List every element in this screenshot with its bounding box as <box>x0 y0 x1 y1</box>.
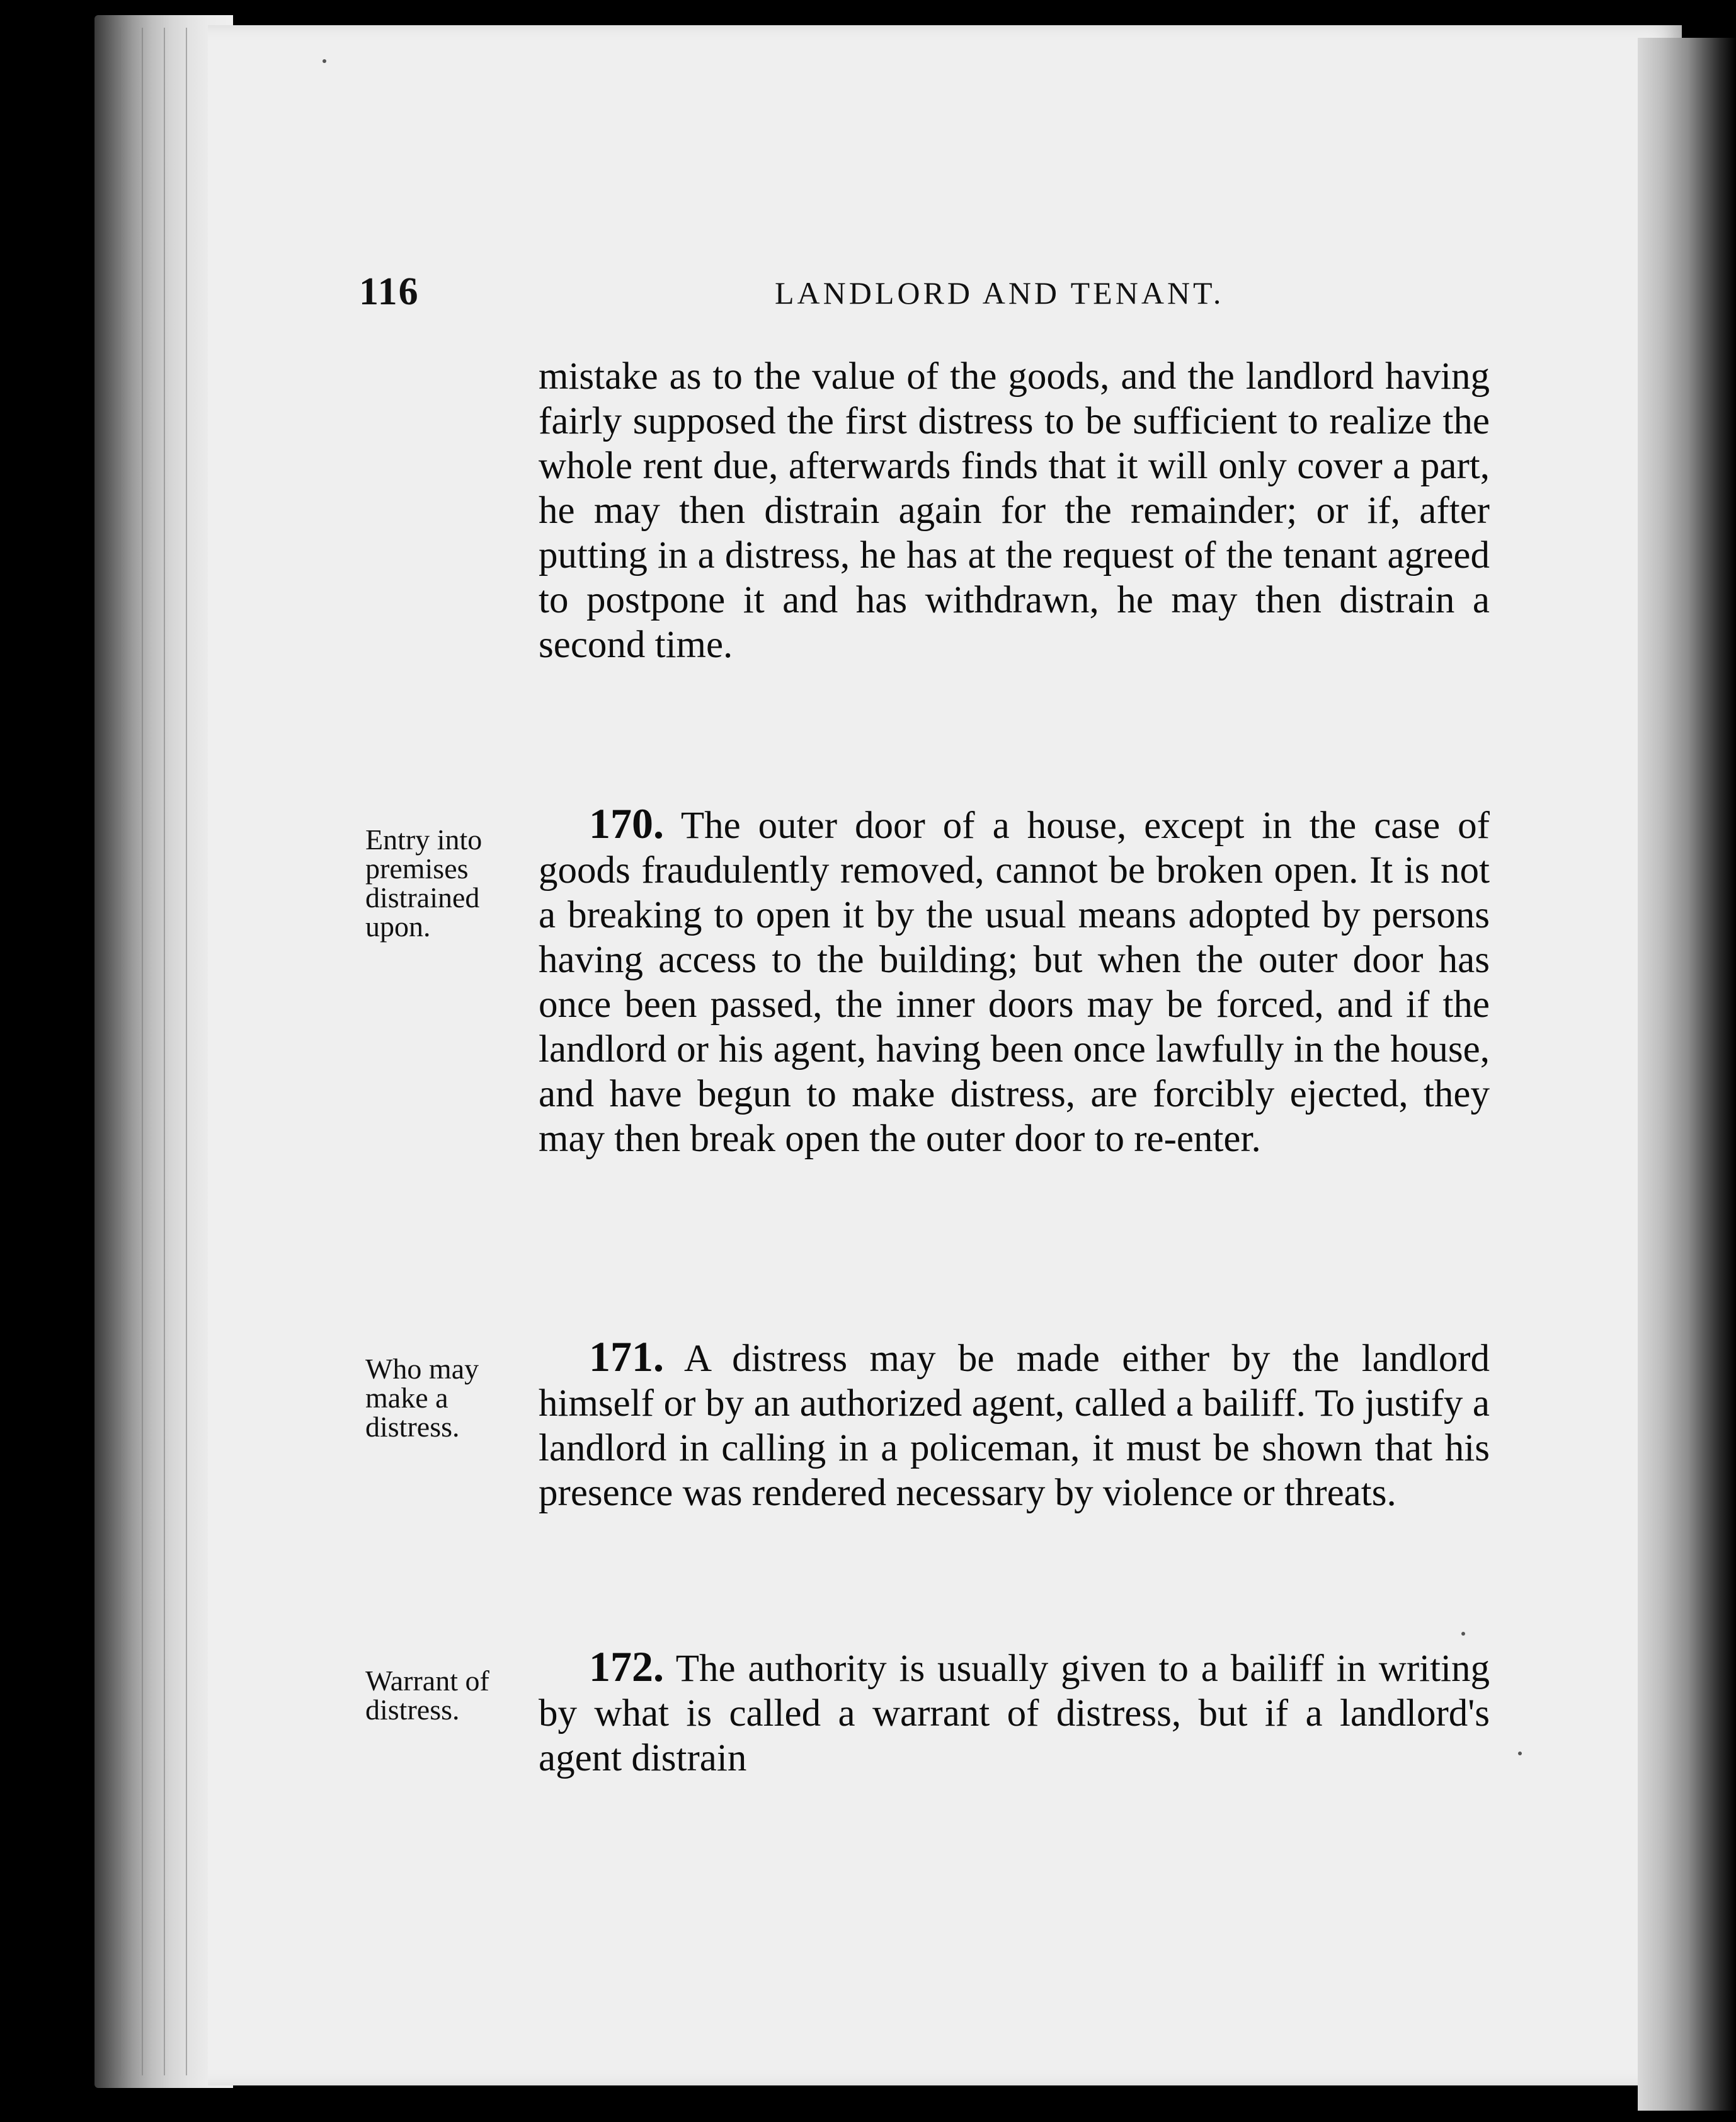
section-172 <box>539 1644 1490 1781</box>
page-edge-line <box>120 28 121 2075</box>
dust-speck <box>1518 1752 1522 1755</box>
sidenote-171: Who may make a distress. <box>365 1353 479 1443</box>
page-edge-line <box>142 28 143 2075</box>
running-title: LANDLORD AND TENANT. <box>775 275 1225 311</box>
continuation-text: mistake as to the value of the goods, and the landlord having fairly supposed the first distress to be sufficient to realize the whole rent due, afterwards finds that it will only cover a part, he may then distrain again for the remainder; or if, after putting in a distress, he has at the request of the tenant agreed to postpone it and has withdrawn, he may then distrain a second time. <box>539 355 1490 666</box>
continuation-paragraph <box>539 354 1490 667</box>
section-text: The authority is usually given to a bailiff in writing by what is called a warrant of distress, but if a landlord's agent distrain <box>539 1648 1490 1779</box>
section-170 <box>539 801 1490 1161</box>
dust-speck <box>1461 1632 1465 1636</box>
section-number: 172. <box>589 1643 664 1690</box>
section-number: 171. <box>589 1333 664 1380</box>
dust-speck <box>323 59 326 63</box>
section-text: The outer door of a house, except in the case of goods fraudulently removed, cannot be broken open. It is not a breaking to open it by the usual means adopted by persons having access to the building; but when the outer door has once been passed, the inner doors may be forced, and if the landlord or his agent, having been once lawfully in the house, and have begun to make distress, are forcibly ejected, they may then break open the outer door to re-enter. <box>539 805 1490 1160</box>
page-edge-line <box>186 28 187 2075</box>
sidenote-170: Entry into premises distrained upon. <box>365 823 483 943</box>
page-edge-line <box>164 28 165 2075</box>
sidenote-172: Warrant of distress. <box>365 1665 489 1726</box>
right-page-gutter <box>1638 38 1736 2111</box>
running-head <box>359 270 1487 314</box>
section-text: A distress may be made either by the landlord himself or by an authorized agent, called a bailiff. To justify a landlord in calling in a policeman, it must be shown that his presence was rendered necessary by violence or threats. <box>539 1338 1490 1514</box>
page-number: 116 <box>359 270 420 313</box>
section-171 <box>539 1334 1490 1515</box>
section-number: 170. <box>589 800 664 847</box>
